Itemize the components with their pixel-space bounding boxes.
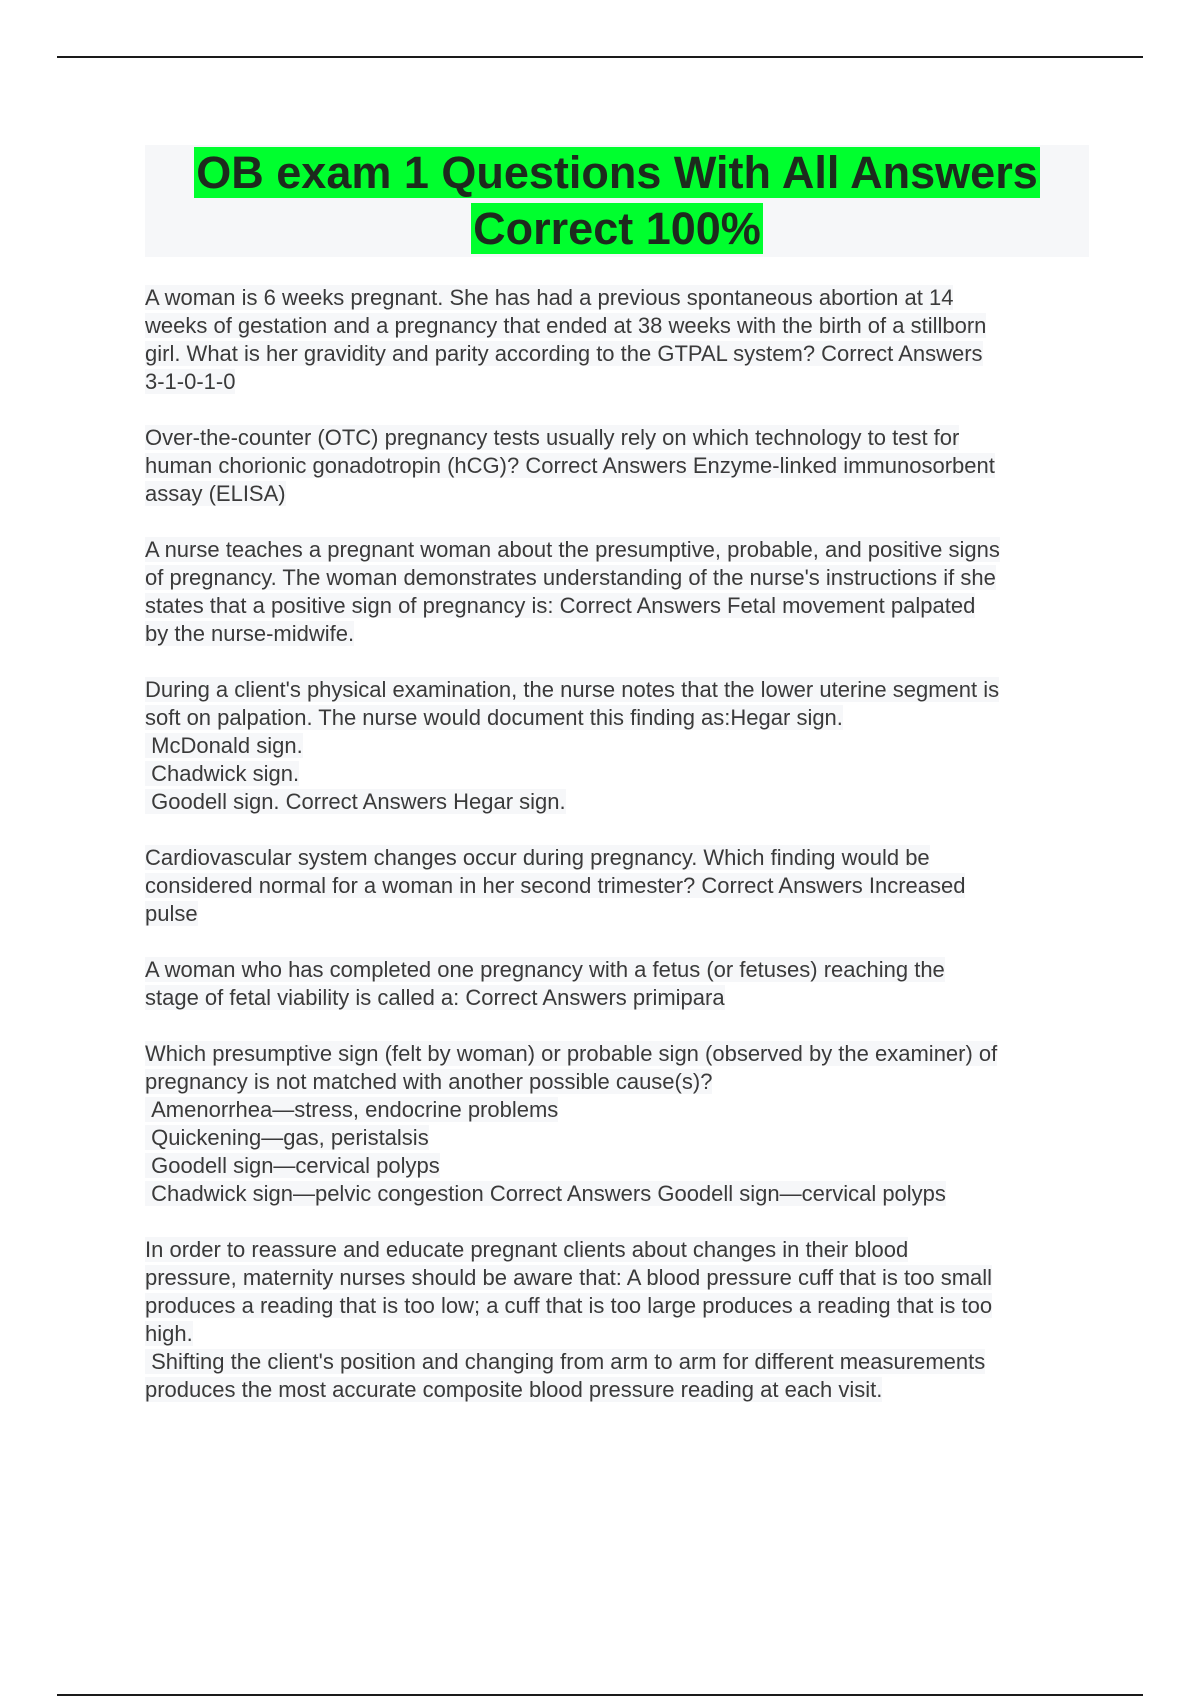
question-item: A nurse teaches a pregnant woman about the presumptive, probable, and positive signs of pregnancy. The woman demonstrates understanding of the nurse's instructions if she states that a positive sign of pregnancy is: Correct Answers Fetal movement palpated by the nurse-midwife. [145,537,1000,646]
top-rule [57,56,1143,58]
title-text-1: OB exam 1 Questions With All Answers [196,147,1038,198]
title-line-1 [145,145,1089,201]
document-title [145,145,1089,257]
question-item: In order to reassure and educate pregnant clients about changes in their blood pressure, maternity nurses should be aware that: A blood pressure cuff that is too small produces a reading that is too low; a cuff that is too large produces a reading that is too high. Shifting the client's position and changing from arm to arm for different measurements produces the most accurate composite blood pressure reading at each visit. [145,1237,993,1402]
bottom-rule [57,1694,1143,1696]
question-item: During a client's physical examination, the nurse notes that the lower uterine segment is soft on palpation. The nurse would document this finding as:Hegar sign. McDonald sign. Chadwick sign. Goodell sign. Correct Answers Hegar sign. [145,677,1000,814]
question-item: Which presumptive sign (felt by woman) or probable sign (observed by the examiner) of pregnancy is not matched with another possible cause(s)? Amenorrhea—stress, endocrine problems Quickening—gas, peristalsis Goodell sign—cervical polyps Chadwick sign—pelvic congestion Correct Answers Goodell sign—cervical polyps [145,1041,998,1206]
question-list [145,284,1095,1432]
question-item: Over-the-counter (OTC) pregnancy tests usually rely on which technology to test for human chorionic gonadotropin (hCG)? Correct Answers Enzyme-linked immunosorbent assay (ELISA) [145,425,995,506]
question-item: Cardiovascular system changes occur during pregnancy. Which finding would be considered normal for a woman in her second trimester? Correct Answers Increased pulse [145,845,966,926]
question-item: A woman is 6 weeks pregnant. She has had a previous spontaneous abortion at 14 weeks of gestation and a pregnancy that ended at 38 weeks with the birth of a stillborn girl. What is her gravidity and parity according to the GTPAL system? Correct Answers 3-1-0-1-0 [145,285,987,394]
title-text-2: Correct 100% [473,203,761,254]
title-line-2 [145,201,1089,257]
question-item: A woman who has completed one pregnancy with a fetus (or fetuses) reaching the stage of fetal viability is called a: Correct Answers primipara [145,957,945,1010]
